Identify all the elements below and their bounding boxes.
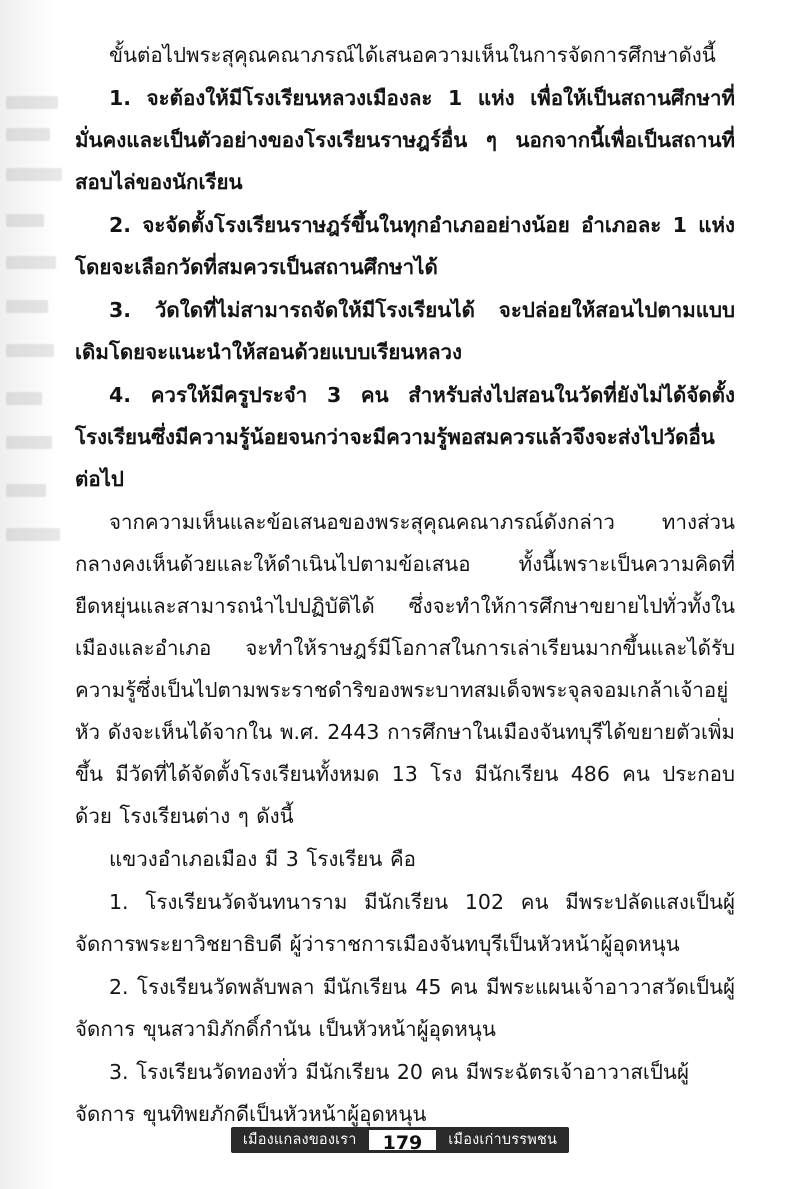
paragraph-section-muang: แขวงอำเภอเมือง มี 3 โรงเรียน คือ <box>109 847 416 871</box>
footer-bar <box>231 1127 569 1153</box>
footer-left-label: เมืองแกลงของเรา <box>231 1127 369 1153</box>
footer-right-label: เมืองเก่าบรรพชน <box>436 1127 569 1153</box>
paragraph-item-2: 2. จะจัดตั้งโรงเรียนราษฎร์ขึ้นในทุกอำเภออย่างน้อย อำเภอละ 1 แห่ง โดยจะเลือกวัดที่สมควรเป็นสถานศึกษาได้ <box>75 213 735 279</box>
paragraph-item-4: 4. ควรให้มีครูประจำ 3 คน สำหรับส่งไปสอนในวัดที่ยังไม่ได้จัดตั้งโรงเรียนซึ่งมีความรู้น้อยจนกว่าจะมีความรู้พอสมควรแล้วจึงจะส่งไปวัดอื่นต่อไป <box>75 383 735 491</box>
paragraph-intro: ขั้นต่อไปพระสุคุณคณาภรณ์ได้เสนอความเห็นในการจัดการศึกษาดังนี้ <box>109 43 716 67</box>
paragraph-school-3: 3. โรงเรียนวัดทองทั่ว มีนักเรียน 20 คน มีพระฉัตรเจ้าอาวาสเป็นผู้จัดการ ขุนทิพยภักดีเป็นหัวหน้าผู้อุดหนุน <box>75 1060 689 1126</box>
page-footer <box>0 1127 800 1153</box>
scan-bleed-artifact <box>0 0 72 1189</box>
paragraph-body-1: จากความเห็นและข้อเสนอของพระสุคุณคณาภรณ์ดังกล่าว ทางส่วนกลางคงเห็นด้วยและให้ดำเนินไปตามข้อเสนอ ทั้งนี้เพราะเป็นความคิดที่ยืดหยุ่นและสามารถนำไปปฏิบัติได้ ซึ่งจะทำให้การศึกษาขยายไปทั่วทั้งในเมืองและอำเภอ จะทำให้ราษฎร์มีโอกาสในการเล่าเรียนมากขึ้นและได้รับความรู้ซึ่งเป็นไปตามพระราชดำริของพระบาทสมเด็จพระจุลจอมเกล้าเจ้าอยู่หัว ดังจะเห็นได้จากใน พ.ศ. 2443 การศึกษาในเมืองจันทบุรีได้ขยายตัวเพิ่มขึ้น มีวัดที่ได้จัดตั้งโรงเรียนทั้งหมด 13 โรง มีนักเรียน 486 คน ประกอบด้วย โรงเรียนต่าง ๆ ดังนี้ <box>75 510 735 828</box>
page-number: 179 <box>369 1127 437 1153</box>
paragraph-school-2: 2. โรงเรียนวัดพลับพลา มีนักเรียน 45 คน มีพระแผนเจ้าอาวาสวัดเป็นผู้จัดการ ขุนสวามิภักดิ์กำนัน เป็นหัวหน้าผู้อุดหนุน <box>75 975 735 1041</box>
paragraph-item-1: 1. จะต้องให้มีโรงเรียนหลวงเมืองละ 1 แห่ง เพื่อให้เป็นสถานศึกษาที่มั่นคงและเป็นตัวอย่างของโรงเรียนราษฎร์อื่น ๆ นอกจากนี้เพื่อเป็นสถานที่สอบไล่ของนักเรียน <box>75 86 735 194</box>
paragraph-item-3: 3. วัดใดที่ไม่สามารถจัดให้มีโรงเรียนได้ จะปล่อยให้สอนไปตามแบบเดิมโดยจะแนะนำให้สอนด้วยแบบเรียนหลวง <box>75 298 735 364</box>
paragraph-school-1: 1. โรงเรียนวัดจันทนาราม มีนักเรียน 102 คน มีพระปลัดแสงเป็นผู้จัดการพระยาวิชยาธิบดี ผู้ว่าราชการเมืองจันทบุรีเป็นหัวหน้าผู้อุดหนุน <box>75 890 735 956</box>
document-body <box>75 34 735 1136</box>
